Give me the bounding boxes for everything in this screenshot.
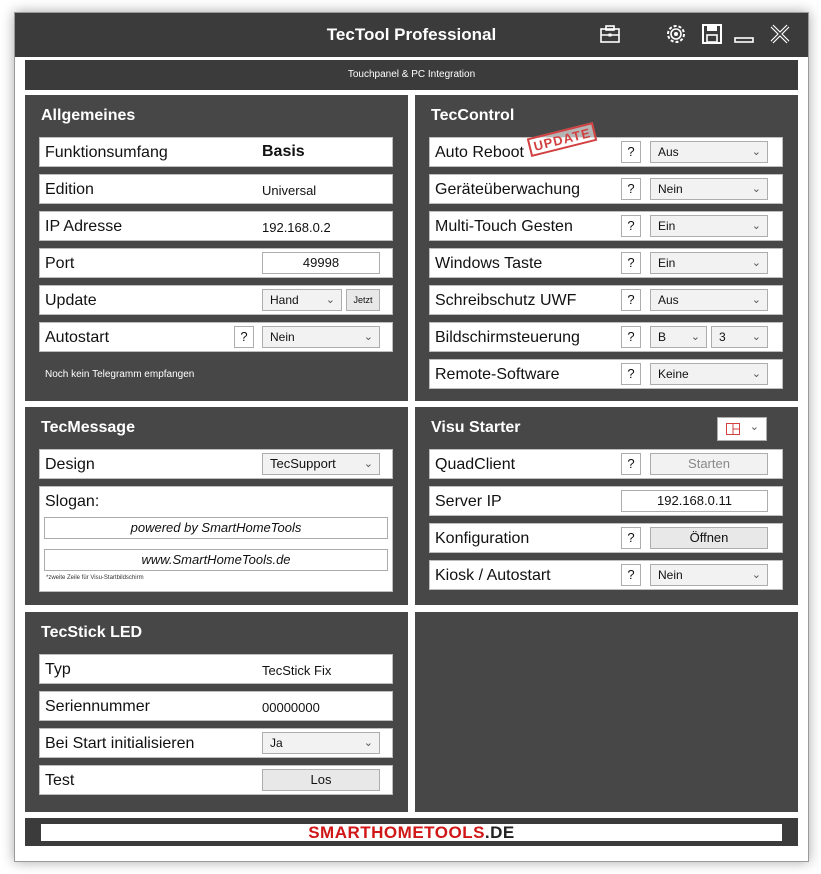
- footer-bar: [25, 818, 798, 846]
- help-button[interactable]: ?: [621, 178, 641, 200]
- row-design: [39, 449, 393, 479]
- chevron-down-icon: ⌄: [751, 331, 761, 343]
- row-label: Autostart: [45, 329, 110, 346]
- row-update: [39, 285, 393, 315]
- row-label: Port: [45, 255, 75, 272]
- brand-part3: .DE: [484, 823, 515, 842]
- subtitle-bar: Touchpanel & PC Integration: [25, 60, 798, 90]
- row-windows-taste: [429, 248, 783, 278]
- select-value: TecSupport: [270, 456, 336, 471]
- layout-dropdown[interactable]: [717, 417, 767, 441]
- chevron-down-icon: ⌄: [751, 257, 761, 269]
- row-bildschirmsteuerung: [429, 322, 783, 352]
- panel-title: TecStick LED: [41, 624, 143, 641]
- title-bar: [15, 13, 808, 57]
- panel-title: TecMessage: [41, 419, 135, 436]
- init-select[interactable]: [262, 732, 380, 754]
- row-label: Multi-Touch Gesten: [435, 218, 573, 235]
- select-value: Aus: [658, 293, 679, 307]
- chevron-down-icon: ⌄: [751, 220, 761, 232]
- row-seriennummer: [39, 691, 393, 721]
- row-value: TecStick Fix: [262, 663, 332, 678]
- slogan-line2-input[interactable]: www.SmartHomeTools.de: [44, 549, 388, 571]
- row-label: Typ: [45, 661, 71, 678]
- select-value: Ein: [658, 219, 676, 233]
- write-protect-select[interactable]: [650, 289, 768, 311]
- row-port: [39, 248, 393, 278]
- row-label: Geräteüberwachung: [435, 181, 580, 198]
- select-value: Nein: [658, 182, 683, 196]
- slogan-line1-input[interactable]: powered by SmartHomeTools: [44, 517, 388, 539]
- toolbox-icon[interactable]: [599, 23, 623, 47]
- row-value: 192.168.0.2: [262, 220, 331, 235]
- row-multi-touch: [429, 211, 783, 241]
- screen-value-select[interactable]: [711, 326, 768, 348]
- row-auto-reboot: [429, 125, 783, 167]
- device-monitoring-select[interactable]: [650, 178, 768, 200]
- close-icon[interactable]: [769, 23, 793, 47]
- row-label: Edition: [45, 181, 94, 198]
- row-ip-adresse: [39, 211, 393, 241]
- row-typ: [39, 654, 393, 684]
- remote-software-select[interactable]: [650, 363, 768, 385]
- select-value: B: [658, 330, 667, 344]
- panel-tecstick-led: [25, 612, 408, 812]
- row-label: Design: [45, 456, 95, 473]
- multi-touch-select[interactable]: [650, 215, 768, 237]
- row-kiosk: [429, 560, 783, 590]
- row-edition: [39, 174, 393, 204]
- layout-icon: [726, 423, 740, 435]
- row-label: Schreibschutz UWF: [435, 292, 577, 309]
- row-label: IP Adresse: [45, 218, 123, 235]
- row-value: Universal: [262, 183, 317, 198]
- window-title: TecTool Professional: [326, 25, 497, 44]
- row-geraeteueberwachung: [429, 174, 783, 204]
- row-value: Basis: [262, 143, 305, 160]
- chevron-down-icon: ⌄: [751, 146, 761, 158]
- slogan-note: *zweite Zeile für Visu-Startbildschirm: [46, 575, 144, 581]
- panel-title: TecControl: [431, 107, 515, 124]
- panel-title: Visu Starter: [431, 419, 521, 436]
- auto-reboot-select[interactable]: [650, 141, 768, 163]
- design-select[interactable]: [262, 453, 380, 475]
- chevron-down-icon: ⌄: [751, 294, 761, 306]
- save-icon[interactable]: [701, 23, 725, 47]
- select-value: 3: [719, 330, 726, 344]
- select-value: Hand: [270, 293, 299, 307]
- select-value: Ja: [270, 736, 283, 750]
- row-quadclient: [429, 449, 783, 479]
- open-config-button[interactable]: Öffnen: [650, 527, 768, 549]
- chevron-down-icon: ⌄: [751, 569, 761, 581]
- empty-panel: [415, 612, 798, 812]
- row-label: Konfiguration: [435, 530, 530, 547]
- chevron-down-icon: ⌄: [363, 737, 373, 749]
- select-value: Ein: [658, 256, 676, 270]
- row-label: Test: [45, 772, 75, 789]
- help-button[interactable]: ?: [621, 363, 641, 385]
- row-label: Kiosk / Autostart: [435, 567, 551, 584]
- chevron-down-icon: ⌄: [751, 368, 761, 380]
- row-autostart: [39, 322, 393, 352]
- help-button[interactable]: ?: [621, 564, 641, 586]
- chevron-down-icon: ⌄: [690, 331, 700, 343]
- brand-part1: SMARTHOME: [308, 823, 425, 842]
- update-select[interactable]: [262, 289, 342, 311]
- row-label: QuadClient: [435, 456, 516, 473]
- autostart-select[interactable]: [262, 326, 380, 348]
- select-value: Aus: [658, 145, 679, 159]
- start-button[interactable]: Starten: [650, 453, 768, 475]
- panel-teccontrol: [415, 95, 798, 401]
- row-label: Update: [45, 292, 97, 309]
- row-label: Remote-Software: [435, 366, 560, 383]
- port-input[interactable]: 49998: [262, 252, 380, 274]
- kiosk-select[interactable]: [650, 564, 768, 586]
- help-button[interactable]: ?: [234, 326, 254, 348]
- settings-icon[interactable]: [665, 23, 689, 47]
- row-label: Seriennummer: [45, 698, 150, 715]
- row-server-ip: [429, 486, 783, 516]
- screen-mode-select[interactable]: [650, 326, 707, 348]
- status-text: Noch kein Telegramm empfangen: [45, 369, 195, 380]
- row-remote-software: [429, 359, 783, 389]
- row-init: [39, 728, 393, 758]
- chevron-down-icon: ⌄: [749, 421, 759, 433]
- test-button[interactable]: Los: [262, 769, 380, 791]
- row-value: 00000000: [262, 700, 320, 715]
- slogan-box: [39, 486, 393, 592]
- row-konfiguration: [429, 523, 783, 553]
- panel-title: Allgemeines: [41, 107, 136, 124]
- chevron-down-icon: ⌄: [325, 294, 335, 306]
- brand-part2: TOOLS: [424, 823, 485, 842]
- row-label: Bildschirmsteuerung: [435, 329, 580, 346]
- brand-logo: [41, 824, 782, 841]
- panel-tecmessage: [25, 407, 408, 605]
- panel-allgemeines: [25, 95, 408, 401]
- row-label: Bei Start initialisieren: [45, 735, 195, 752]
- help-button[interactable]: ?: [621, 326, 641, 348]
- select-value: Keine: [658, 367, 689, 381]
- chevron-down-icon: ⌄: [363, 331, 373, 343]
- help-button[interactable]: ?: [621, 289, 641, 311]
- app-window: [14, 12, 809, 862]
- help-button[interactable]: ?: [621, 252, 641, 274]
- panel-visu-starter: [415, 407, 798, 605]
- row-test: [39, 765, 393, 795]
- slogan-label: Slogan:: [45, 493, 100, 510]
- row-schreibschutz: [429, 285, 783, 315]
- minimize-icon[interactable]: [733, 23, 757, 47]
- update-now-button[interactable]: Jetzt: [346, 289, 380, 311]
- help-button[interactable]: ?: [621, 527, 641, 549]
- row-label: Server IP: [435, 493, 502, 510]
- help-button[interactable]: ?: [621, 453, 641, 475]
- update-stamp: UPDATE: [527, 122, 598, 157]
- select-value: Nein: [270, 330, 295, 344]
- server-ip-input[interactable]: 192.168.0.11: [621, 490, 768, 512]
- select-value: Nein: [658, 568, 683, 582]
- windows-key-select[interactable]: [650, 252, 768, 274]
- chevron-down-icon: ⌄: [363, 458, 373, 470]
- help-button[interactable]: ?: [621, 141, 641, 163]
- row-label: Windows Taste: [435, 255, 543, 272]
- help-button[interactable]: ?: [621, 215, 641, 237]
- row-funktionsumfang: [39, 137, 393, 167]
- chevron-down-icon: ⌄: [751, 183, 761, 195]
- row-label: Auto Reboot: [435, 144, 524, 161]
- row-label: Funktionsumfang: [45, 144, 168, 161]
